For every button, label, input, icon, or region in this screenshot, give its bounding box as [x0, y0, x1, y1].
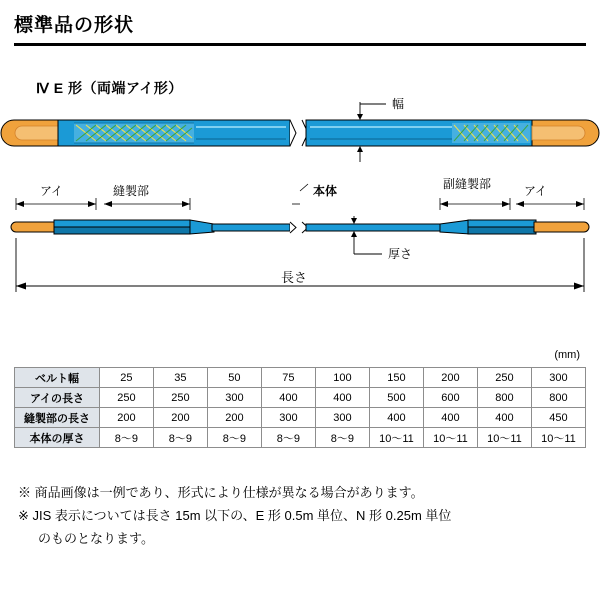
cell: 10～11 [477, 428, 531, 448]
row-header-belt-width: ベルト幅 [15, 368, 100, 388]
cell: 600 [423, 388, 477, 408]
cell: 200 [153, 408, 207, 428]
table-row [15, 368, 586, 388]
row-header-eye-length: アイの長さ [15, 388, 100, 408]
cell: 300 [261, 408, 315, 428]
cell: 250 [477, 368, 531, 388]
label-eye-right: アイ [524, 184, 547, 198]
cell: 200 [99, 408, 153, 428]
label-sub-sewn-part: 副縫製部 [443, 177, 492, 191]
spec-table [14, 367, 586, 448]
row-header-body-thickness: 本体の厚さ [15, 428, 100, 448]
thickness-dimension [351, 216, 382, 254]
cell: 400 [315, 388, 369, 408]
label-thickness: 厚さ [388, 247, 413, 261]
side-view-labels [40, 176, 547, 198]
top-view-group [1, 96, 599, 162]
table-row [15, 428, 586, 448]
table-row [15, 388, 586, 408]
cell: 35 [153, 368, 207, 388]
section-heading: Ⅳ E 形（両端アイ形） [36, 80, 183, 96]
cell: 800 [477, 388, 531, 408]
cell: 8～9 [99, 428, 153, 448]
cell: 200 [423, 368, 477, 388]
sling-diagram [0, 96, 600, 328]
cell: 8～9 [207, 428, 261, 448]
page-header [14, 10, 586, 46]
label-body: 本体 [313, 184, 338, 198]
cell: 300 [207, 388, 261, 408]
label-width: 幅 [392, 97, 405, 111]
cell: 8～9 [315, 428, 369, 448]
cell: 100 [315, 368, 369, 388]
cell: 300 [315, 408, 369, 428]
cell: 10～11 [423, 428, 477, 448]
cell: 800 [531, 388, 585, 408]
notes-block [18, 482, 584, 550]
cell: 400 [369, 408, 423, 428]
cell: 250 [153, 388, 207, 408]
cell: 450 [531, 408, 585, 428]
title-divider [14, 43, 586, 46]
cell: 50 [207, 368, 261, 388]
cell: 8～9 [153, 428, 207, 448]
cell: 8～9 [261, 428, 315, 448]
label-eye-left: アイ [40, 184, 63, 198]
unit-label: (mm) [554, 349, 580, 361]
cell: 500 [369, 388, 423, 408]
cell: 400 [477, 408, 531, 428]
page-title: 標準品の形状 [14, 15, 135, 36]
cell: 250 [99, 388, 153, 408]
cell: 150 [369, 368, 423, 388]
cell: 200 [207, 408, 261, 428]
segment-dimensions [16, 184, 584, 210]
side-view-group [11, 216, 589, 261]
cell: 10～11 [369, 428, 423, 448]
note-line: ※ 商品画像は一例であり、形式により仕様が異なる場合があります。 [18, 485, 424, 500]
label-length: 長さ [281, 270, 308, 285]
cell: 10～11 [531, 428, 585, 448]
cell: 400 [261, 388, 315, 408]
cell: 400 [423, 408, 477, 428]
cell: 75 [261, 368, 315, 388]
note-line: ※ JIS 表示については長さ 15m 以下の、E 形 0.5m 単位、N 形 0.25m 単位 [18, 507, 452, 523]
cell: 25 [99, 368, 153, 388]
table-row [15, 408, 586, 428]
note-line: のものとなります。 [38, 530, 154, 546]
label-sewn-part: 縫製部 [113, 184, 150, 198]
row-header-sewn-length: 縫製部の長さ [15, 408, 100, 428]
cell: 300 [531, 368, 585, 388]
